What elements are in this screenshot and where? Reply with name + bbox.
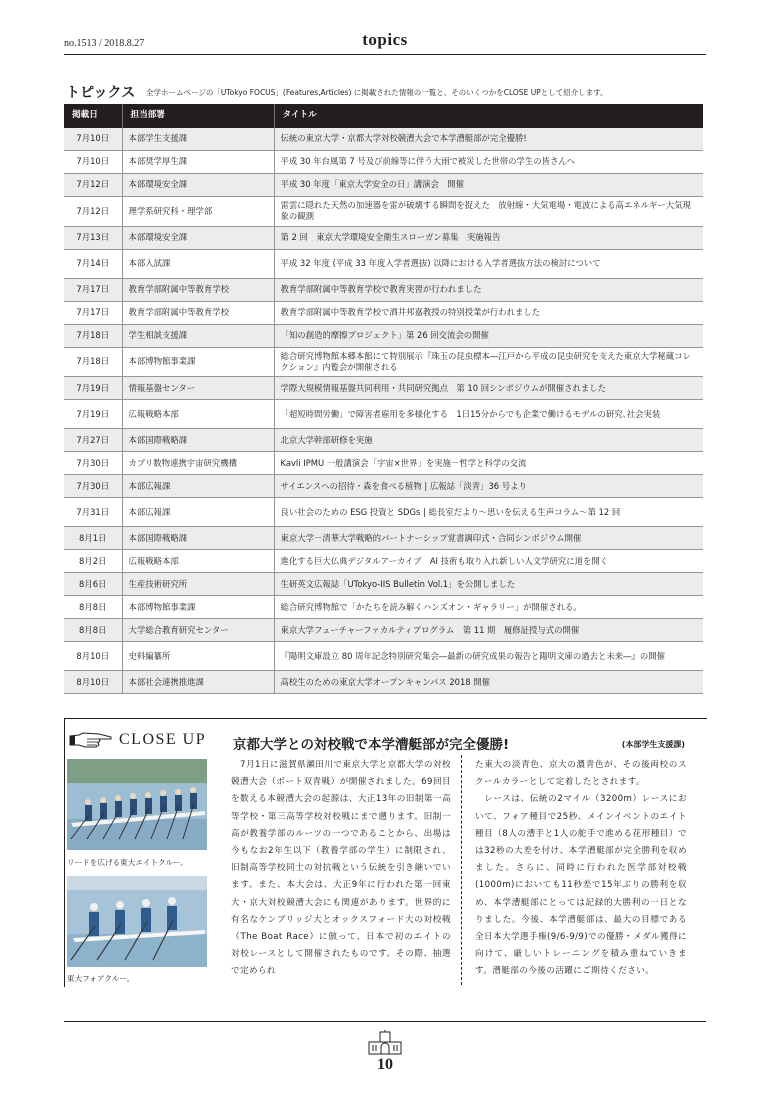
table-row (64, 226, 703, 249)
issue-number: no.1513 / 2018.8.27 (64, 38, 145, 49)
closeup-text: CLOSE UP (119, 731, 207, 748)
table-row (64, 452, 703, 475)
cell-title[interactable]: 高校生のための東京大学オープンキャンパス 2018 開催 (274, 671, 703, 694)
article-column-1: 7月1日に滋賀県瀬田川で東京大学と京都大学の対校競漕大会（ボート双青戦）が開催されました。69回目を数える本競漕大会の起源は、大正13年の旧制第一高等学校・第三高等学校対校戦にまで遡ります。旧制一高が教養学部のルーツの一つであることから、出場は今もなお2年生以下（教養学部の学生）に制限され、旧制高等学校同士の対抗戦という伝統を引き継いでいます。また、本大会は、大正9年に行われた第一回東大・京大対校競漕大会にも関連があります。世界的に有名なケンブリッジ大とオックスフォード大の対校戦（The Boat Race）に倣って、日本で初のエイトの対校レースとして開催されたものです。その際、抽選で定められ (231, 760, 451, 977)
pointing-hand-icon (69, 730, 113, 750)
cell-date: 7月18日 (64, 347, 122, 377)
topics-table (64, 104, 703, 694)
table-row (64, 301, 703, 324)
cell-date: 7月19日 (64, 377, 122, 400)
cell-date: 8月10日 (64, 642, 122, 671)
cell-title[interactable]: サイエンスへの招待・森を食べる植物 | 広報誌「淡青」36 号より (274, 475, 703, 498)
yasuda-auditorium-icon (365, 1030, 405, 1056)
cell-title[interactable]: 良い社会のための ESG 投資と SDGs | 総長室だより～思いを伝える生声コラム～第 12 回 (274, 498, 703, 527)
photo-caption-four: 東大フォアクルー。 (67, 974, 135, 983)
rowing-eight-photo (67, 759, 207, 850)
cell-department: 理学系研究科・理学部 (122, 197, 274, 227)
cell-title[interactable]: 教育学部附属中等教育学校で教育実習が行われました (274, 278, 703, 301)
cell-date: 7月12日 (64, 197, 122, 227)
cell-title[interactable]: 雷雲に隠れた天然の加速器を雷が破壊する瞬間を捉えた 放射線・大気電場・電波による高エネルギー大気現象の観測 (274, 197, 703, 227)
table-row (64, 642, 703, 671)
cell-department: 情報基盤センター (122, 377, 274, 400)
table-row (64, 174, 703, 197)
cell-title[interactable]: 「超短時間労働」で障害者雇用を多様化する 1日15分からでも企業で働けるモデルの研究､社会実装 (274, 400, 703, 429)
cell-date: 7月18日 (64, 324, 122, 347)
cell-title[interactable]: 学際大規模情報基盤共同利用・共同研究拠点 第 10 回シンポジウムが開催されました (274, 377, 703, 400)
cell-date: 7月17日 (64, 278, 122, 301)
cell-date: 7月31日 (64, 498, 122, 527)
cell-date: 8月6日 (64, 573, 122, 596)
table-row (64, 671, 703, 694)
table-row (64, 249, 703, 278)
cell-date: 7月30日 (64, 475, 122, 498)
table-row (64, 573, 703, 596)
cell-date: 7月12日 (64, 174, 122, 197)
cell-date: 8月1日 (64, 527, 122, 550)
photo-caption-eight: リードを広げる東大エイトクルー。 (67, 858, 188, 867)
table-row (64, 429, 703, 452)
cell-title[interactable]: 総合研究博物館で「かたちを読み解くハンズオン・ギャラリー」が開催される。 (274, 596, 703, 619)
cell-department: 本部国際戦略課 (122, 429, 274, 452)
page-footer (64, 1021, 706, 1082)
cell-title[interactable]: Kavli IPMU 一般講演会「宇宙×世界」を実施－哲学と科学の交流 (274, 452, 703, 475)
table-row (64, 151, 703, 174)
cell-department: 本部国際戦略課 (122, 527, 274, 550)
cell-department: 史料編纂所 (122, 642, 274, 671)
rowing-eight-image (67, 759, 207, 850)
section-title: topics (362, 30, 408, 49)
cell-department: 本部広報課 (122, 498, 274, 527)
cell-title[interactable]: 「知の創造的摩擦プロジェクト」第 26 回交流会の開催 (274, 324, 703, 347)
cell-title[interactable]: 平成 30 年台風第 7 号及び前線等に伴う大雨で被災した世帯の学生の皆さんへ (274, 151, 703, 174)
cell-department: 教育学部附属中等教育学校 (122, 278, 274, 301)
cell-department: 本部学生支援課 (122, 128, 274, 151)
cell-department: 本部入試課 (122, 249, 274, 278)
cell-date: 8月8日 (64, 596, 122, 619)
column-header-date: 掲載日 (64, 104, 122, 128)
cell-department: 本部博物館事業課 (122, 347, 274, 377)
cell-department: 本部環境安全課 (122, 174, 274, 197)
cell-date: 7月10日 (64, 128, 122, 151)
table-row (64, 324, 703, 347)
cell-department: 広報戦略本部 (122, 550, 274, 573)
page-number: 10 (377, 1056, 393, 1073)
cell-date: 7月14日 (64, 249, 122, 278)
rowing-four-photo (67, 876, 207, 967)
table-row (64, 550, 703, 573)
topics-table-body (64, 128, 703, 694)
topics-heading (64, 82, 714, 104)
cell-department: 教育学部附属中等教育学校 (122, 301, 274, 324)
cell-date: 7月17日 (64, 301, 122, 324)
cell-date: 7月10日 (64, 151, 122, 174)
closeup-department: (本部学生支援課) (621, 740, 685, 749)
cell-department: 本部博物館事業課 (122, 596, 274, 619)
closeup-label (69, 729, 206, 751)
cell-title[interactable]: 東京大学フューチャーファカルティプログラム 第 11 期 履修証授与式の開催 (274, 619, 703, 642)
cell-title[interactable]: 『陽明文庫設立 80 周年記念特別研究集会―最新の研究成果の報告と陽明文庫の過去と未来―』の開催 (274, 642, 703, 671)
cell-date: 7月13日 (64, 226, 122, 249)
table-header-row (64, 104, 703, 128)
table-row (64, 527, 703, 550)
table-row (64, 377, 703, 400)
cell-department: 学生相談支援課 (122, 324, 274, 347)
cell-date: 8月2日 (64, 550, 122, 573)
cell-title[interactable]: 平成 30 年度「東京大学安全の日」講演会 開催 (274, 174, 703, 197)
cell-date: 7月30日 (64, 452, 122, 475)
cell-title[interactable]: 第 2 回 東京大学環境安全衛生スローガン募集 実施報告 (274, 226, 703, 249)
column-header-department: 担当部署 (122, 104, 274, 128)
table-row (64, 498, 703, 527)
cell-title[interactable]: 伝統の東京大学・京都大学対校競漕大会で本学漕艇部が完全優勝! (274, 128, 703, 151)
table-row (64, 400, 703, 429)
topics-description: 全学ホームページの「UTokyo FOCUS」(Features,Articles) に掲載された情報の一覧と、そのいくつかをCLOSE UPとして紹介します。 (146, 88, 608, 97)
cell-title[interactable]: 北京大学幹部研修を実施 (274, 429, 703, 452)
cell-date: 8月8日 (64, 619, 122, 642)
cell-department: 本部広報課 (122, 475, 274, 498)
cell-department: 本部奨学厚生課 (122, 151, 274, 174)
cell-department: カブリ数物連携宇宙研究機構 (122, 452, 274, 475)
cell-title[interactable]: 総合研究博物館本郷本館にて特別展示『珠玉の昆虫標本―江戸から平成の昆虫研究を支えた東京大学秘蔵コレクション』内覧会が開催される (274, 347, 703, 377)
cell-department: 広報戦略本部 (122, 400, 274, 429)
column-header-title: タイトル (274, 104, 703, 128)
page-header (64, 28, 706, 55)
cell-title[interactable]: 進化する巨大仏典デジタルアーカイブ AI 技術も取り入れ新しい人文学研究に道を開く (274, 550, 703, 573)
cell-title[interactable]: 生研英文広報誌「UTokyo-IIS Bulletin Vol.1」を公開しました (274, 573, 703, 596)
table-row (64, 596, 703, 619)
cell-date: 8月10日 (64, 671, 122, 694)
cell-title[interactable]: 教育学部附属中等教育学校で酒井邦嘉教授の特別授業が行われました (274, 301, 703, 324)
table-row (64, 197, 703, 227)
rowing-four-image (67, 876, 207, 967)
cell-department: 本部環境安全課 (122, 226, 274, 249)
table-row (64, 347, 703, 377)
column-divider (461, 755, 462, 985)
table-row (64, 278, 703, 301)
cell-department: 生産技術研究所 (122, 573, 274, 596)
cell-department: 大学総合教育研究センター (122, 619, 274, 642)
table-row (64, 128, 703, 151)
cell-title[interactable]: 平成 32 年度 (平成 33 年度入学者選抜) 以降における入学者選抜方法の検討について (274, 249, 703, 278)
article-column-2: た東大の淡青色、京大の濃青色が、その後両校のスクールカラーとして定着したとされます。 レースは、伝統の2マイル（3200m）レースにおいて、フォア種目で25秒、メインイベントのエイト種目（8人の漕手と1人の舵手で進める花形種目）では32秒の大差を付け、本学漕艇部が完全勝利を収めました。さらに、同時に行われた医学部対校戦(1000m)においても11秒差で15年ぶりの勝利を収め、本学漕艇部にとっては記録的大勝利の一日となりました。今後、本学漕艇部は、最大の目標である全日本大学選手権(9/6-9/9)での優勝・メダル獲得に向けて、厳しいトレーニングを積み重ねていきます。漕艇部の今後の活躍にご期待ください。 (475, 760, 687, 977)
cell-date: 7月27日 (64, 429, 122, 452)
cell-title[interactable]: 東京大学－清華大学戦略的パートナーシップ覚書調印式・合同シンポジウム開催 (274, 527, 703, 550)
table-row (64, 475, 703, 498)
topics-title: トピックス (66, 85, 136, 101)
cell-department: 本部社会連携推進課 (122, 671, 274, 694)
closeup-section (64, 718, 707, 987)
cell-date: 7月19日 (64, 400, 122, 429)
table-row (64, 619, 703, 642)
closeup-headline: 京都大学との対校戦で本学漕艇部が完全優勝! (233, 737, 510, 753)
